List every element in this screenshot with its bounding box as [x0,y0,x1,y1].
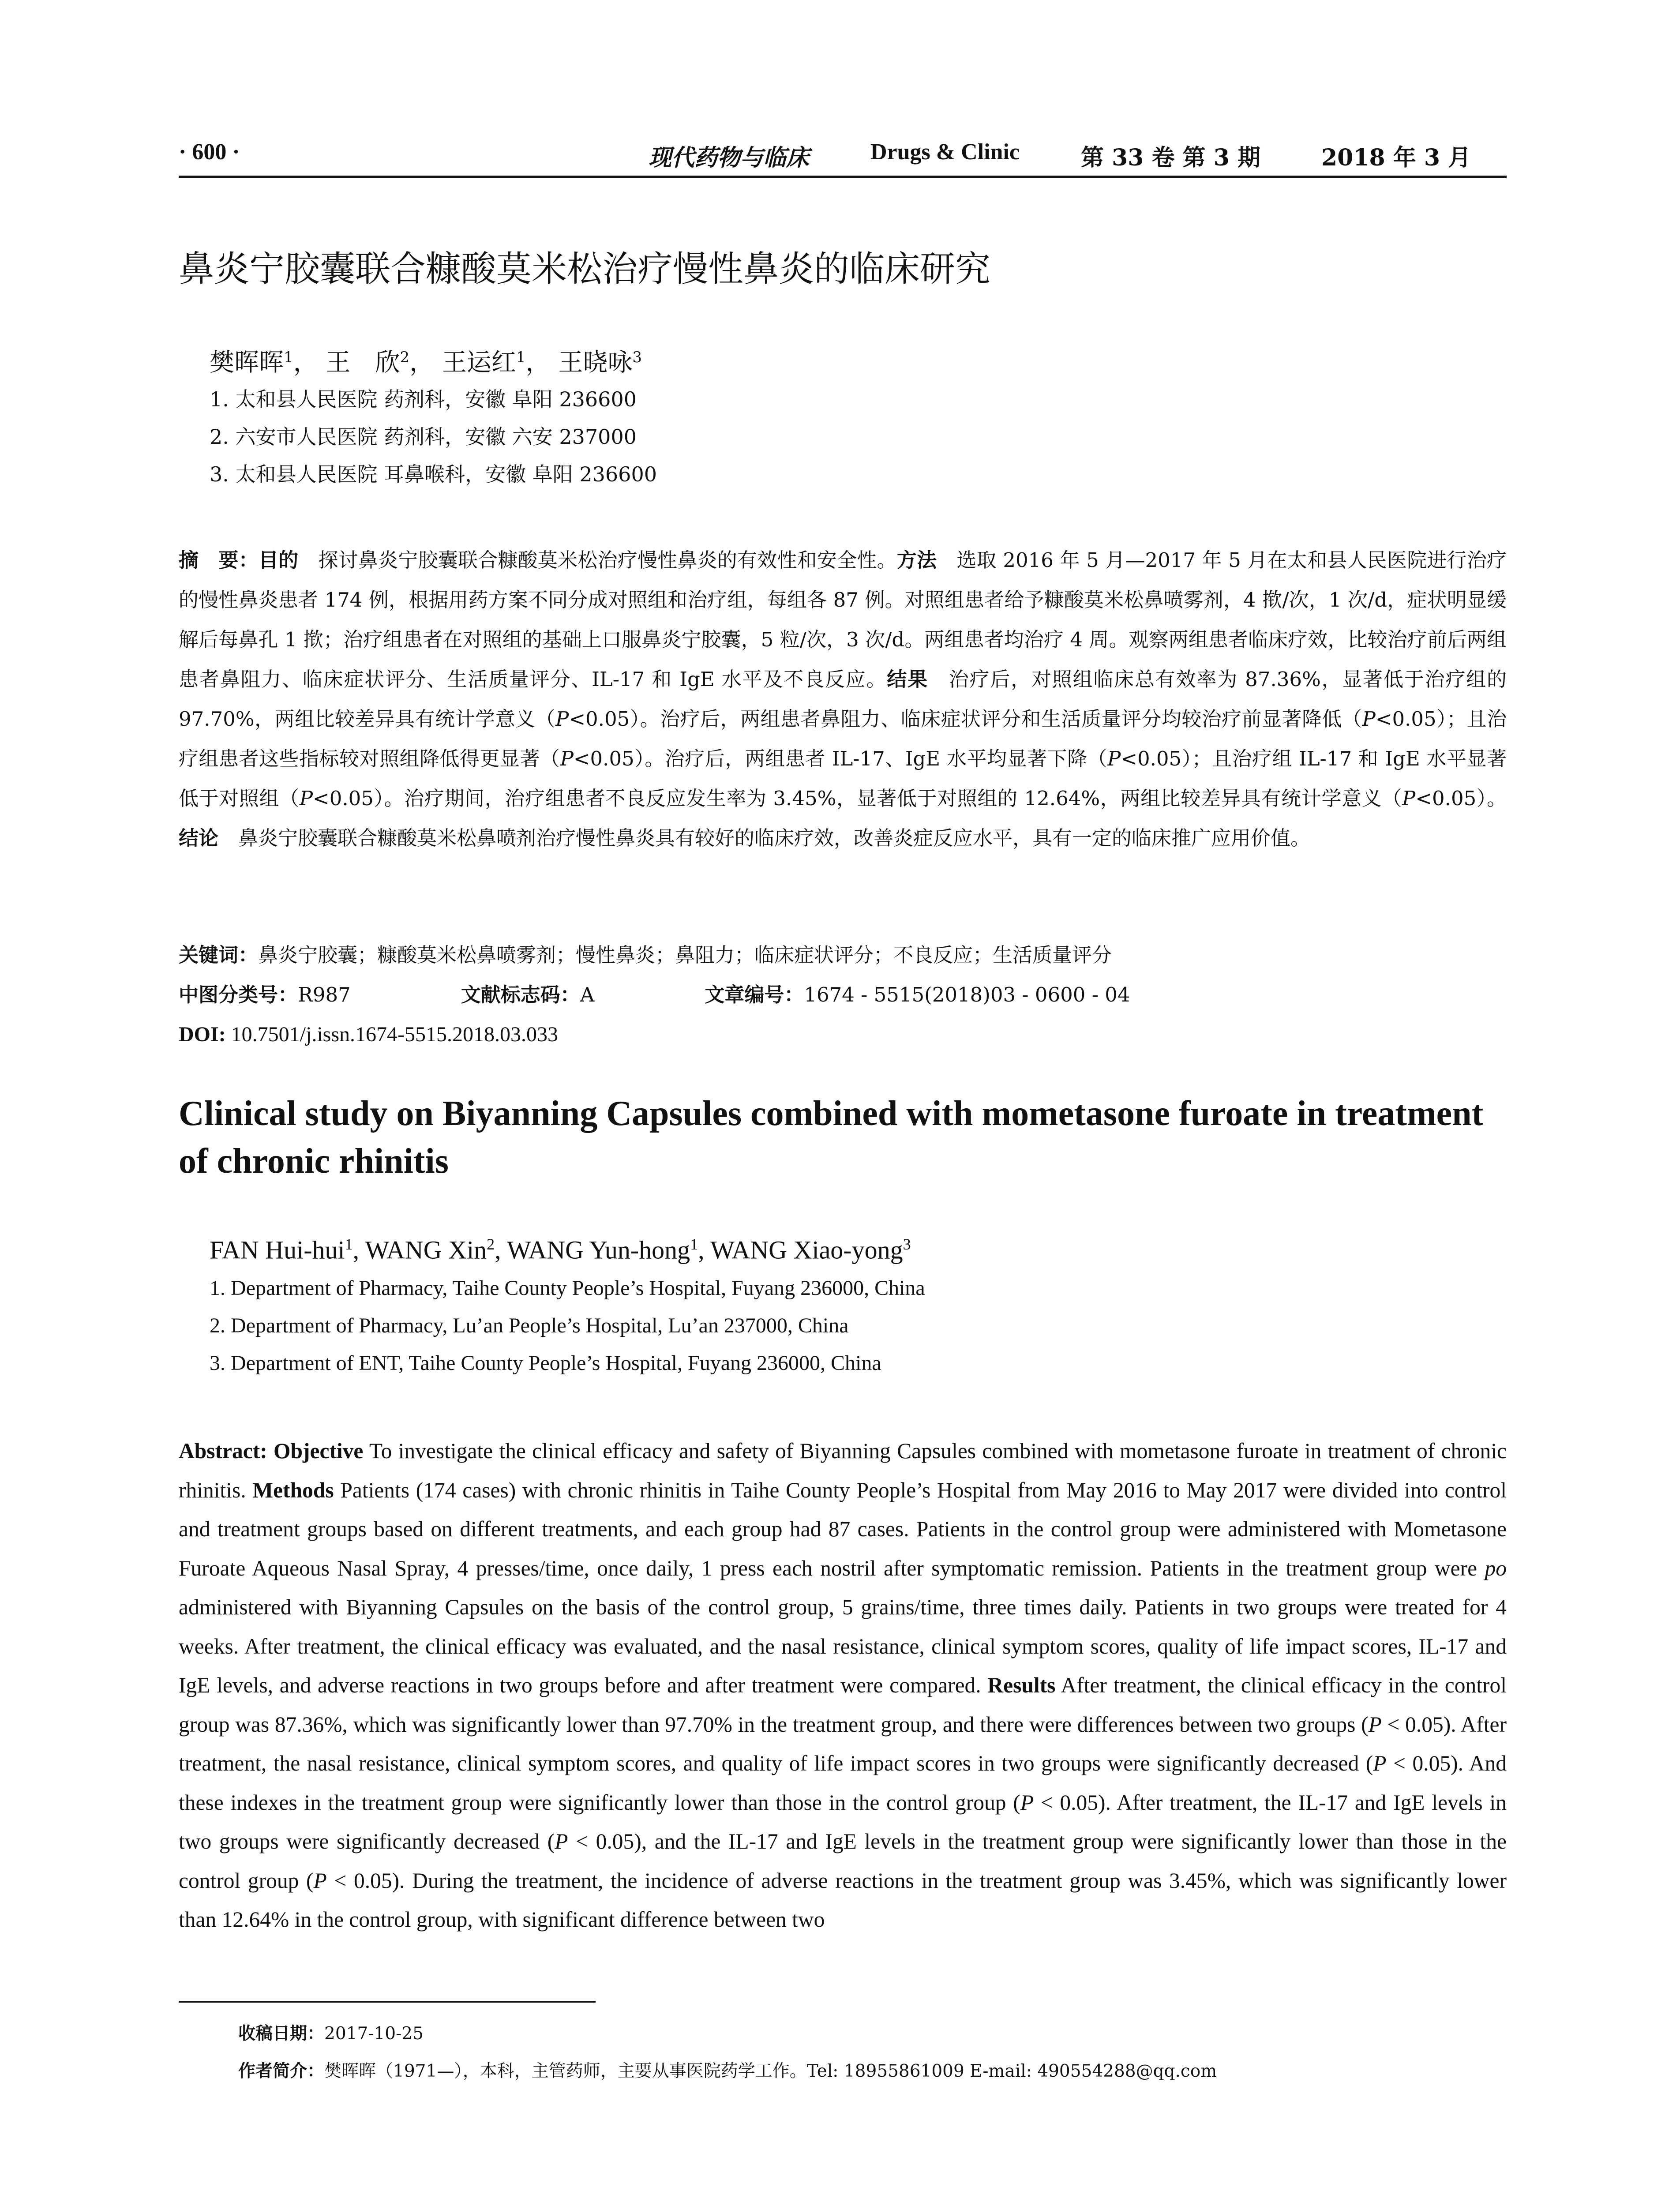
keywords-text: 鼻炎宁胶囊；糠酸莫米松鼻喷雾剂；慢性鼻炎；鼻阻力；临床症状评分；不良反应；生活质量评分 [258,943,1112,967]
objective-label: 目的 [258,548,299,572]
methods-text: Patients (174 cases) with chronic rhinitis in Taihe County People’s Hospital from May 2016 to May 2017 were divided into control and treatment groups based on different treatments, and each group had 87 cases. Patients in the control group were administered with Mometasone Furoate Aqueous Nasal Spray, 4 presses/time, once daily, 1 press each nostril after symptomatic remission. Patients in the treatment group were [179,1478,1507,1580]
doi-line [179,1015,558,1054]
author-separator: , [495,1235,507,1264]
author-name: WANG Yun-hong [507,1235,690,1264]
results-text: < 0.05). And these indexes in the treatment group were significantly lower than those in the control group ( [179,1751,1507,1815]
affiliation-cn: 2. 六安市人民医院 药剂科，安徽 六安 237000 [210,425,637,449]
results-text: <0.05）。 [1415,787,1507,810]
author-separator: ， [525,348,551,377]
classification-line [179,975,1130,1015]
po-term: po [1485,1556,1507,1580]
p-symbol: P [299,787,313,810]
affiliation-cn: 1. 太和县人民医院 药剂科，安徽 阜阳 236600 [210,387,637,411]
author-name: 王运红 [442,348,516,377]
footnote-received [238,2021,424,2047]
objective-text: 探讨鼻炎宁胶囊联合糠酸莫米松治疗慢性鼻炎的有效性和安全性。 [298,548,897,572]
results-text: <0.05）；且治疗组 IL-17 和 IgE 水平显著低于对照组（ [179,747,1507,810]
results-text: After treatment, the clinical efficacy in the control group was 87.36%, which was significantly lower than 97.70% in the treatment group, and there were differences between two groups ( [179,1673,1507,1737]
journal-name-cn: 现代药物与临床 [649,144,810,171]
author-bio-text: 樊晖晖（1971—），本科，主管药师，主要从事医院药学工作。Tel: 18955861009 E-mail: 490554288@qq.com [324,2061,1217,2081]
keywords-label: 关键词： [179,943,259,967]
p-symbol: P [555,707,569,731]
p-symbol: P [1107,747,1121,770]
methods-text: administered with Biyanning Capsules on the basis of the control group, 5 grains/time, three times daily. Patients in two groups were treated for 4 weeks. After treatment, the clinical efficacy was evaluated, and the nasal resistance, clinical symptom scores, quality of life impact scores, IL-17 and IgE levels, and adverse reactions in two groups before and after treatment were compared. [179,1595,1507,1697]
author-name: 樊晖晖 [210,348,284,377]
conclusion-text: 鼻炎宁胶囊联合糠酸莫米松鼻喷剂治疗慢性鼻炎具有较好的临床疗效，改善炎症反应水平，具有一定的临床推广应用价值。 [218,826,1311,850]
abstract-cn [179,540,1507,858]
author-affiliation-mark: 3 [903,1235,911,1253]
doc-code: A [580,983,595,1006]
keywords-cn [179,935,1112,975]
results-text: < 0.05). During the treatment, the incidence of adverse reactions in the treatment group was 3.45%, which was significantly lower than 12.64% in the control group, with significant difference between two [179,1868,1507,1932]
header-divider [179,176,1507,178]
methods-text: 选取 2016 年 5 月—2017 年 5 月在太和县人民医院进行治疗的慢性鼻炎患者 174 例，根据用药方案不同分成对照组和治疗组，每组各 87 例。对照组患者给予糠酸莫米松鼻喷雾剂，4 揿/次，1 次/d，症状明显缓解后每鼻孔 1 揿；治疗组患者在对照组的基础上口服鼻炎宁胶囊，5 粒/次，3 次/d。两组患者均治疗 4 周。观察两组患者临床疗效，比较治疗前后两组患者鼻阻力、临床症状评分、生活质量评分、IL-17 和 IgE 水平及不良反应。 [179,548,1507,691]
abstract-label: Abstract: Objective [179,1439,364,1463]
p-symbol: P [1402,787,1416,810]
author-bio-label: 作者简介： [238,2061,325,2081]
author-separator: ， [293,348,318,377]
author-name: 王 欣 [326,348,400,377]
p-symbol: P [1368,1712,1382,1737]
author-affiliation-mark: 1 [345,1235,353,1253]
author-separator: , [698,1235,711,1264]
conclusion-label: 结论 [179,826,219,850]
author-name: WANG Xin [365,1235,487,1264]
article-title-en: Clinical study on Biyanning Capsules combined with mometasone furoate in treatment of chronic rhinitis [179,1094,1484,1181]
results-text: < 0.05), and the IL-17 and IgE levels in the treatment group were significantly lower than those in the control group ( [179,1829,1507,1893]
results-text: <0.05）。治疗后，两组患者鼻阻力、临床症状评分和生活质量评分均较治疗前显著降低（ [569,707,1362,731]
author-separator: ， [409,348,435,377]
author-name: 王晓咏 [558,348,633,377]
class-code: R987 [298,983,351,1006]
results-text: < 0.05). After treatment, the IL-17 and IgE levels in two groups were significantly decreased ( [179,1790,1507,1853]
objective-text: To investigate the clinical efficacy and safety of Biyanning Capsules combined with mometasone furoate in treatment of chronic rhinitis. [179,1439,1507,1502]
abstract-label: 摘 要： [179,548,259,572]
affiliation-en: 3. Department of ENT, Taihe County People’s Hospital, Fuyang 236000, China [210,1351,881,1375]
p-symbol: P [1020,1790,1034,1815]
author-list-cn [210,340,642,381]
author-affiliation-mark: 1 [516,349,526,366]
author-list-en [210,1227,911,1268]
results-text: 治疗后，对照组临床总有效率为 87.36%，显著低于治疗组的 97.70%，两组比较差异具有统计学意义（ [179,668,1507,731]
author-name: WANG Xiao-yong [710,1235,903,1264]
results-label: 结果 [887,668,928,691]
affiliation-cn: 3. 太和县人民医院 耳鼻喉科，安徽 阜阳 236600 [210,462,657,486]
article-title-cn: 鼻炎宁胶囊联合糠酸莫米松治疗慢性鼻炎的临床研究 [179,248,990,289]
methods-label: 方法 [896,548,937,572]
doi-label: DOI: [179,1023,226,1046]
p-symbol: P [1362,707,1376,731]
author-name: FAN Hui-hui [210,1235,345,1264]
results-label: Results [987,1673,1056,1697]
affiliation-en: 1. Department of Pharmacy, Taihe County People’s Hospital, Fuyang 236000, China [210,1276,925,1300]
doi-link[interactable]: 10.7501/j.issn.1674-5515.2018.03.033 [225,1023,559,1046]
article-number-label: 文章编号： [705,983,804,1006]
author-separator: , [352,1235,365,1264]
article-number: 1674 - 5515(2018)03 - 0600 - 04 [804,983,1130,1006]
doc-code-label: 文献标志码： [461,983,580,1006]
results-text: <0.05）。治疗期间，治疗组患者不良反应发生率为 3.45%，显著低于对照组的 12.64%，两组比较差异具有统计学意义（ [313,787,1402,810]
author-affiliation-mark: 1 [690,1235,698,1253]
footnote-divider [179,2001,596,2003]
results-text: <0.05）。治疗后，两组患者 IL-17、IgE 水平均显著下降（ [573,747,1107,770]
abstract-en [179,1432,1507,1940]
results-text: < 0.05). After treatment, the nasal resistance, clinical symptom scores, and quality of life impact scores in two groups were significantly decreased ( [179,1712,1507,1775]
author-affiliation-mark: 1 [284,349,293,366]
methods-label: Methods [252,1478,334,1502]
received-label: 收稿日期： [238,2024,325,2044]
author-affiliation-mark: 3 [632,349,642,366]
p-symbol: P [1373,1751,1387,1775]
affiliation-en: 2. Department of Pharmacy, Lu’an People’s Hospital, Lu’an 237000, China [210,1314,849,1337]
p-symbol: P [560,747,574,770]
author-affiliation-mark: 2 [487,1235,495,1253]
issue-date: 2018 年 3 月 [1321,144,1471,171]
class-label: 中图分类号： [179,983,298,1006]
running-header [179,139,1507,179]
volume-issue: 第 33 卷 第 3 期 [1081,144,1261,171]
journal-name-en: Drugs & Clinic [870,139,1020,165]
footnote-author-bio [238,2058,1217,2085]
author-affiliation-mark: 2 [400,349,410,366]
results-text: <0.05）；且治疗组患者这些指标较对照组降低得更显著（ [179,707,1507,770]
p-symbol: P [555,1829,568,1853]
received-date: 2017-10-25 [324,2024,424,2044]
p-symbol: P [313,1868,327,1893]
page-number: · 600 · [179,139,240,165]
